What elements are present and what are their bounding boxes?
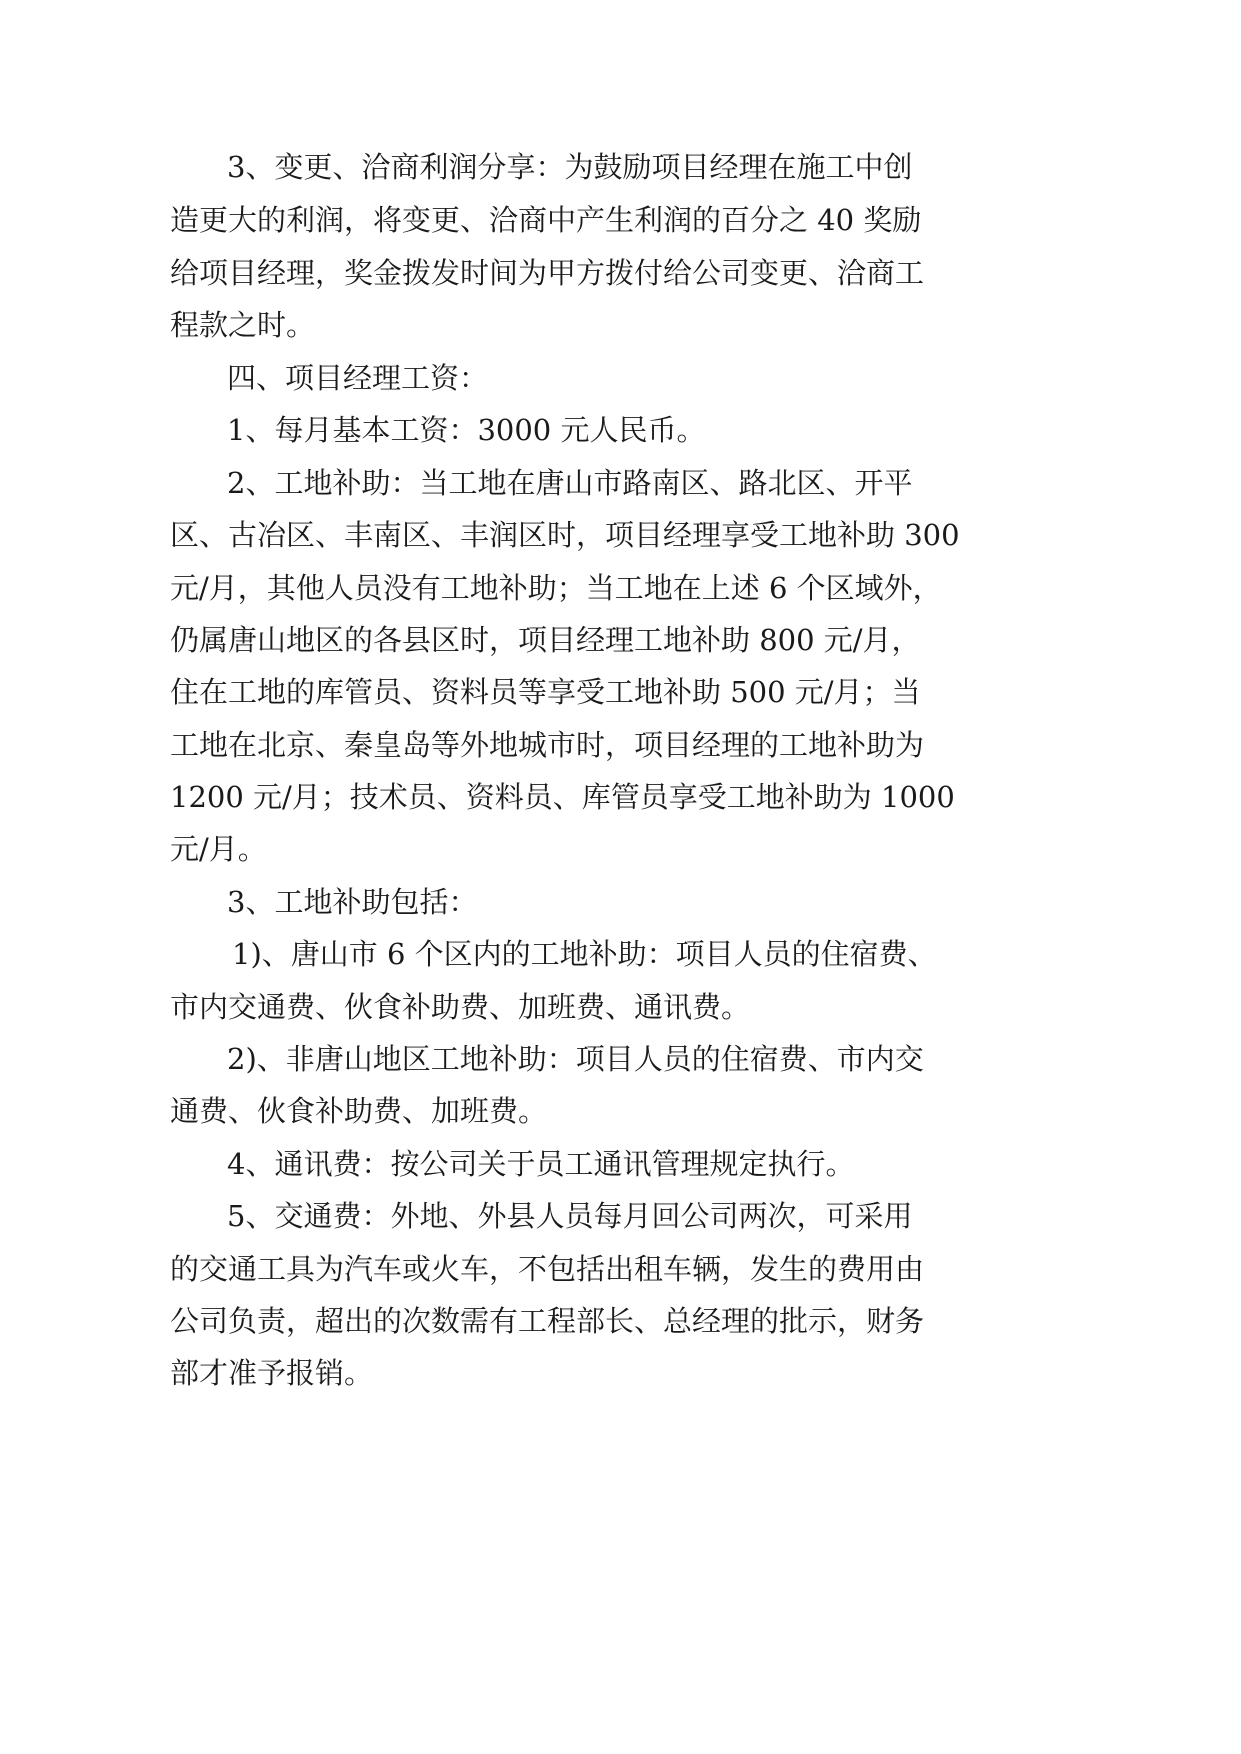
text-line-content: 1、每月基本工资：3000 元人民币。 xyxy=(227,413,706,447)
text-line-content: 的交通工具为汽车或火车，不包括出租车辆，发生的费用由 xyxy=(170,1252,925,1286)
text-line-content: 造更大的利润，将变更、洽商中产生利润的百分之 40 奖励 xyxy=(170,203,922,237)
section-heading-text: 四、项目经理工资： xyxy=(227,361,489,395)
text-line-content: 2)、非唐山地区工地补助：项目人员的住宿费、市内交 xyxy=(227,1042,924,1076)
text-line-content: 工地在北京、秦皇岛等外地城市时，项目经理的工地补助为 xyxy=(170,728,925,762)
text-line-content: 3、变更、洽商利润分享：为鼓励项目经理在施工中创 xyxy=(227,150,913,184)
text-line xyxy=(0,305,1241,345)
text-line xyxy=(0,882,1241,922)
text-line xyxy=(0,410,1241,450)
text-line xyxy=(0,725,1241,765)
text-line xyxy=(0,987,1241,1027)
text-line-content: 给项目经理，奖金拨发时间为甲方拨付给公司变更、洽商工 xyxy=(170,256,925,290)
text-line xyxy=(0,777,1241,817)
text-line-content: 元/月。 xyxy=(170,832,267,866)
text-line-content: 3、工地补助包括： xyxy=(227,885,478,919)
text-line-content: 通费、伙食补助费、加班费。 xyxy=(170,1094,548,1128)
text-line xyxy=(0,200,1241,240)
text-line-content: 区、古冶区、丰南区、丰润区时，项目经理享受工地补助 300 xyxy=(170,518,960,552)
text-line xyxy=(0,1196,1241,1236)
text-line-content: 5、交通费：外地、外县人员每月回公司两次，可采用 xyxy=(227,1199,913,1233)
text-line xyxy=(0,463,1241,503)
text-line xyxy=(0,568,1241,608)
text-line-content: 程款之时。 xyxy=(170,308,316,342)
text-line xyxy=(0,1353,1241,1393)
text-line xyxy=(0,515,1241,555)
text-line xyxy=(0,1091,1241,1131)
text-line-content: 1200 元/月；技术员、资料员、库管员享受工地补助为 1000 xyxy=(170,780,955,814)
text-line-content: 2、工地补助：当工地在唐山市路南区、路北区、开平 xyxy=(227,466,913,500)
text-line-content: 元/月，其他人员没有工地补助；当工地在上述 6 个区域外， xyxy=(170,571,942,605)
text-line xyxy=(0,1249,1241,1289)
text-line-content: 市内交通费、伙食补助费、加班费、通讯费。 xyxy=(170,990,751,1024)
text-line xyxy=(0,253,1241,293)
text-line xyxy=(0,1039,1241,1079)
text-line-content: 1)、唐山市 6 个区内的工地补助：项目人员的住宿费、 xyxy=(232,937,937,971)
text-line xyxy=(0,1144,1241,1184)
text-line-content: 公司负责，超出的次数需有工程部长、总经理的批示，财务 xyxy=(170,1304,925,1338)
text-line xyxy=(0,620,1241,660)
text-line-content: 住在工地的库管员、资料员等享受工地补助 500 元/月；当 xyxy=(170,675,921,709)
text-line xyxy=(0,829,1241,869)
text-line xyxy=(0,934,1241,974)
text-line-content: 仍属唐山地区的各县区时，项目经理工地补助 800 元/月， xyxy=(170,623,921,657)
section-heading xyxy=(0,358,1241,398)
text-line-content: 4、通讯费：按公司关于员工通讯管理规定执行。 xyxy=(227,1147,855,1181)
text-line xyxy=(0,672,1241,712)
text-line-content: 部才准予报销。 xyxy=(170,1356,374,1390)
text-line xyxy=(0,147,1241,187)
text-line xyxy=(0,1301,1241,1341)
